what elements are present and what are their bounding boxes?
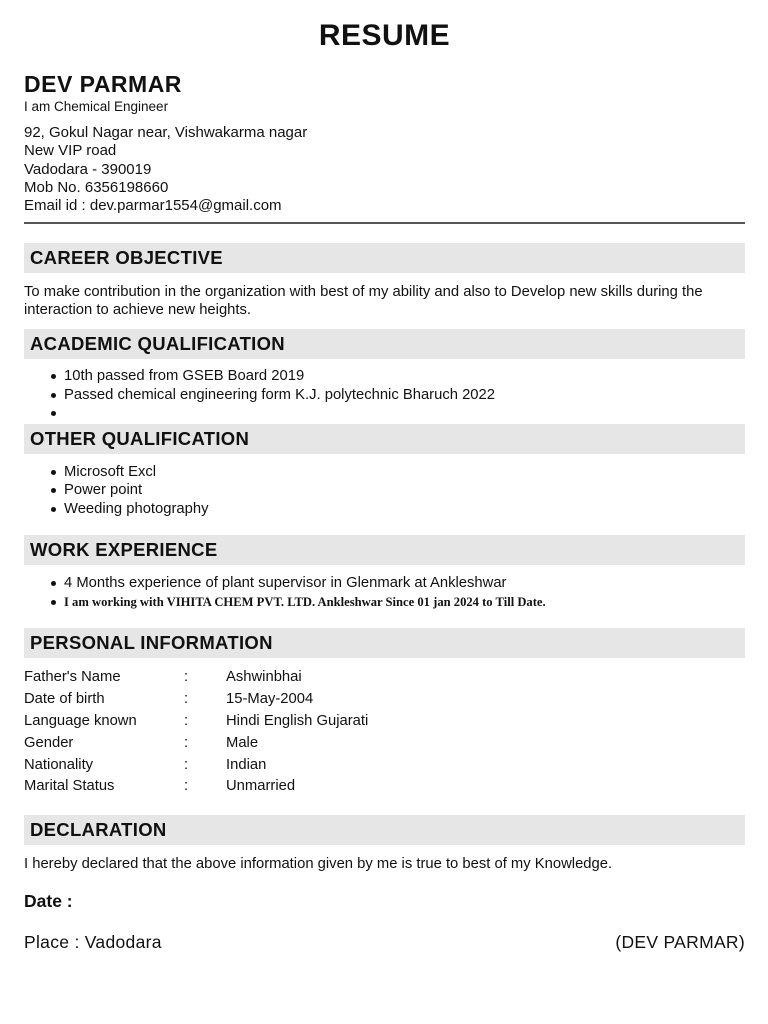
- address-line-2: New VIP road: [24, 142, 117, 160]
- academic-heading: ACADEMIC QUALIFICATION: [24, 329, 745, 359]
- address-line-1: 92, Gokul Nagar near, Vishwakarma nagar: [24, 124, 308, 141]
- info-separator: :: [184, 734, 189, 751]
- list-item: [24, 404, 745, 423]
- other-qualification-heading: OTHER QUALIFICATION: [24, 424, 745, 454]
- info-separator: :: [184, 669, 189, 686]
- signature-name: (DEV PARMAR): [615, 932, 745, 953]
- info-value: 15-May-2004: [226, 691, 314, 708]
- list-item: Weeding photography: [24, 500, 745, 519]
- email-address: Email id : dev.parmar1554@gmail.com: [24, 197, 282, 215]
- list-item: 10th passed from GSEB Board 2019: [24, 367, 745, 386]
- info-separator: :: [184, 691, 189, 708]
- header-divider: [24, 222, 745, 224]
- table-row: [24, 732, 368, 754]
- work-experience-list: [24, 574, 745, 611]
- list-item: I am working with VIHITA CHEM PVT. LTD. Ankleshwar Since 01 jan 2024 to Till Date.: [24, 593, 745, 612]
- table-row: [24, 775, 368, 797]
- signature-row: [24, 931, 745, 953]
- info-label: Marital Status: [24, 778, 115, 795]
- info-label: Date of birth: [24, 691, 105, 708]
- table-row: [24, 666, 368, 688]
- academic-list: [24, 367, 745, 423]
- career-objective-text: To make contribution in the organization with best of my ability and also to Develop new skills during the interaction to achieve new heights.: [24, 284, 703, 319]
- contact-block: [24, 124, 745, 215]
- info-label: Father's Name: [24, 669, 121, 686]
- info-value: Male: [226, 734, 259, 751]
- info-separator: :: [184, 756, 189, 773]
- info-label: Language known: [24, 712, 137, 729]
- personal-information-heading: PERSONAL INFORMATION: [24, 628, 745, 658]
- mobile-number: Mob No. 6356198660: [24, 178, 169, 196]
- info-value: Ashwinbhai: [226, 669, 302, 686]
- work-experience-heading: WORK EXPERIENCE: [24, 535, 745, 565]
- info-value: Indian: [226, 756, 267, 773]
- info-label: Gender: [24, 734, 74, 751]
- career-objective-heading: CAREER OBJECTIVE: [24, 243, 745, 273]
- candidate-name: DEV PARMAR: [24, 71, 182, 97]
- list-item: Passed chemical engineering form K.J. polytechnic Bharuch 2022: [24, 386, 745, 405]
- info-value: Hindi English Gujarati: [226, 712, 369, 729]
- list-item: Microsoft Excl: [24, 463, 745, 482]
- personal-information-table: [24, 666, 368, 797]
- resume-page: [24, 0, 745, 953]
- place-label: Place : Vadodara: [24, 932, 162, 953]
- table-row: [24, 688, 368, 710]
- address-line-3: Vadodara - 390019: [24, 160, 152, 178]
- info-value: Unmarried: [226, 778, 296, 795]
- list-item: Power point: [24, 481, 745, 500]
- date-label: Date :: [24, 891, 73, 912]
- other-qualification-list: [24, 463, 745, 519]
- table-row: [24, 754, 368, 776]
- declaration-text: I hereby declared that the above information given by me is true to best of my Knowledge.: [24, 856, 613, 873]
- declaration-heading: DECLARATION: [24, 815, 745, 845]
- candidate-tagline: I am Chemical Engineer: [24, 99, 169, 114]
- table-row: [24, 710, 368, 732]
- list-item: 4 Months experience of plant supervisor in Glenmark at Ankleshwar: [24, 574, 745, 593]
- info-separator: :: [184, 712, 189, 729]
- info-label: Nationality: [24, 756, 94, 773]
- document-title: RESUME: [318, 19, 451, 52]
- info-separator: :: [184, 778, 189, 795]
